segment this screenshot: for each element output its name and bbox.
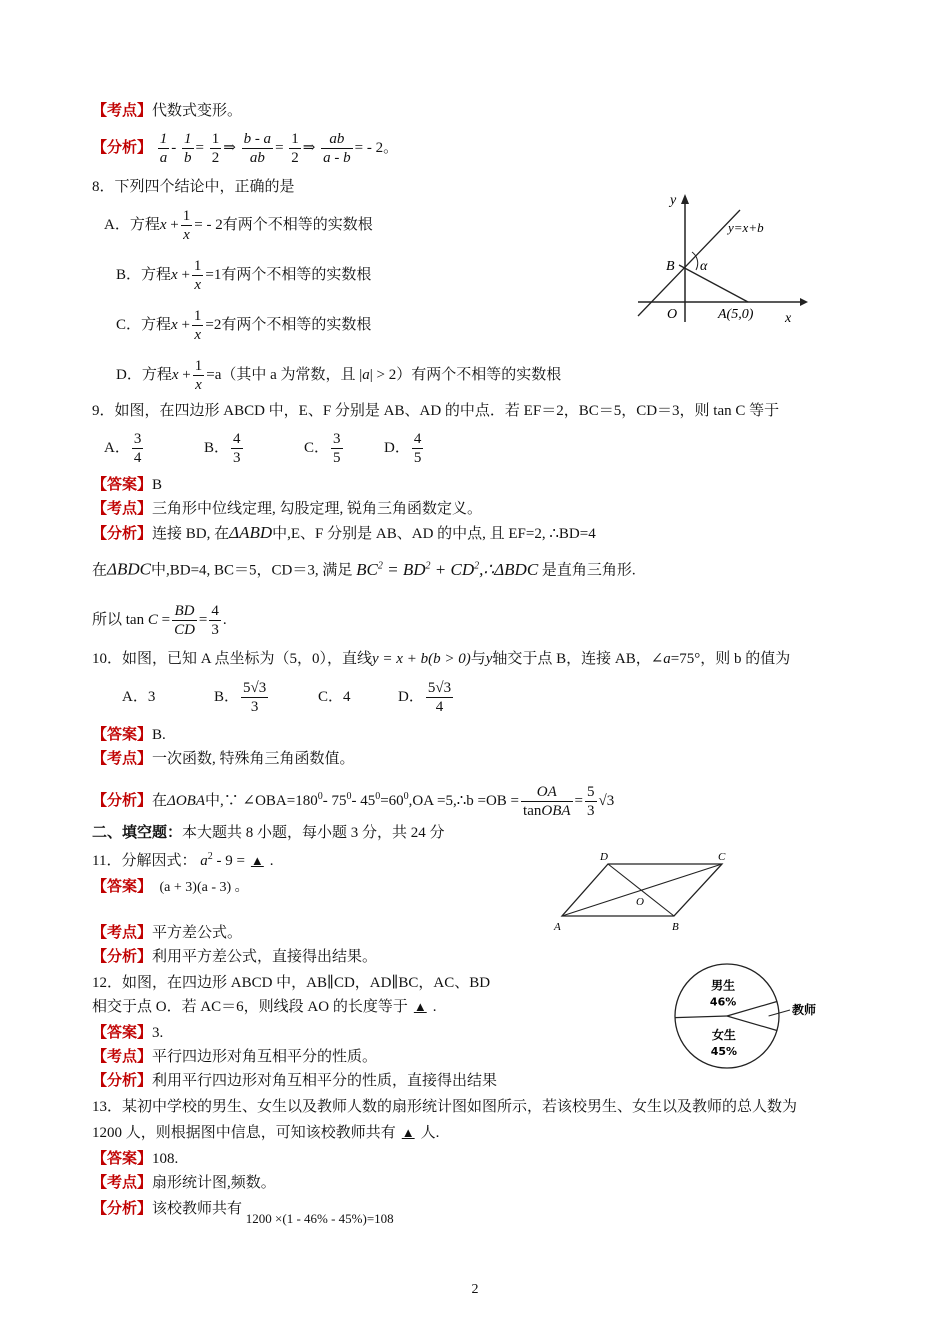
q9-stem: 9．如图，在四边形 ABCD 中，E、F 分别是 AB、AD 的中点．若 EF＝2，BC＝5，CD＝3，则 tan C 等于 [92, 403, 780, 419]
q10-option-b: B． $\frac{5√3}{3}$ [214, 680, 267, 716]
q11-stem: 11．分解因式： $a^2 - 9$ = ▲ . [92, 851, 274, 869]
pie-label-boys: 男生 [711, 978, 736, 993]
origin-label: O [667, 307, 678, 322]
page-number: 2 [471, 1282, 479, 1297]
q10-option-d: D． $\frac{5√3}{4}$ [398, 680, 452, 716]
diagonal-bd [608, 864, 674, 916]
pie-value-boys: 46% [709, 995, 737, 1009]
pie-chart [664, 954, 834, 1078]
pie-label-girls: 女生 [711, 1027, 736, 1042]
q11-answer: 【答案】 (a + 3)(a - 3) 。 [92, 879, 249, 895]
y-label: y [670, 193, 677, 208]
section-title: 二、填空题：本大题共 8 小题，每小题 3 分，共 24 分 [92, 825, 445, 841]
q12-kaodian: 【考点】平行四边形对角互相平分的性质。 [92, 1049, 378, 1065]
q11-kaodian: 【考点】平方差公式。 [92, 925, 243, 941]
line-label: y=x+b [728, 220, 764, 235]
q12-fenxi: 【分析】利用平行四边形对角互相平分的性质，直接得出结果 [92, 1073, 498, 1089]
label-b: B [672, 921, 679, 933]
q13-answer: 【答案】108. [92, 1151, 179, 1167]
pie-label-teachers: 教师 [792, 1003, 817, 1017]
q8-option-b: B．方程x + $\frac{1}{x}$ =1有两个不相等的实数根 [116, 258, 372, 294]
line-y-eq-x-plus-b [638, 210, 740, 316]
q12-stem1: 12．如图，在四边形 ABCD 中，AB∥CD，AD∥BC，AC、BD [92, 975, 491, 991]
pie-boundary-boys-girls [675, 1016, 727, 1018]
x-label: x [785, 311, 792, 326]
q10-fenxi: 【分析】在ΔOBA中,∵ $\angle OBA=180^0-$ $75^0-$ $45^0=60^0,OA$ =5,∴b =OB = $\frac{OA}{\text{tanOBA}}$ = $\frac{5}{3}$ √3 [92, 784, 615, 820]
q8-stem: 8．下列四个结论中，正确的是 [92, 179, 295, 195]
q9-answer: 【答案】B [92, 477, 163, 493]
q8-option-c: C．方程x + $\frac{1}{x}$ =2有两个不相等的实数根 [116, 308, 372, 344]
q9-option-b: B． $\frac{4}{3}$ [204, 431, 241, 467]
q10-options [122, 676, 498, 718]
y-axis-arrow [681, 194, 689, 204]
pie-value-girls: 45% [710, 1044, 738, 1058]
label-d: D [600, 851, 608, 863]
q9-fenxi-line2: 在ΔBDC中,BD=4, BC＝5，CD＝3, 满足 $BC^2 = BD^2$ + $CD^2,\therefore\Delta BDC$ 是直角三角形. [92, 559, 636, 579]
x-axis-arrow [800, 298, 808, 306]
q9-options [104, 428, 484, 468]
q13-stem2: 1200 人，则根据图中信息，可知该校教师共有 ▲ 人. [92, 1125, 440, 1141]
q13-stem1: 13．某初中学校的男生、女生以及教师人数的扇形统计图如图所示，若该校男生、女生以及教师的总人数为 [92, 1099, 798, 1115]
point-a-label: A(5,0) [718, 307, 754, 322]
q8-option-a: A．方程x + $\frac{1}{x}$ = - 2有两个不相等的实数根 [104, 208, 373, 244]
tag-kaodian: 【考点】 [92, 103, 153, 119]
q9-option-c: C． $\frac{3}{5}$ [304, 431, 341, 467]
q7-fenxi: 【分析】 $\frac{1}{a}$ - $\frac{1}{b}$ = $\frac{1}{2}$ ⇒ $\frac{b - a}{ab}$ = $\frac{1}{2}$ ⇒ $\frac{ab}{a - b}$ = - 2。 [92, 131, 399, 167]
q10-kaodian: 【考点】一次函数, 特殊角三角函数值。 [92, 751, 355, 767]
q12-stem2: 相交于点 O．若 AC＝6，则线段 AO 的长度等于 ▲ . [92, 999, 437, 1015]
q13-kaodian: 【考点】扇形统计图,频数。 [92, 1175, 276, 1191]
q9-kaodian: 【考点】三角形中位线定理, 勾股定理, 锐角三角函数定义。 [92, 501, 483, 517]
q9-option-a: A． $\frac{3}{4}$ [104, 431, 142, 467]
q10-option-a: A．3 [122, 689, 156, 705]
segment-ab [679, 265, 748, 302]
parallelogram-figure [548, 848, 738, 938]
q9-option-d: D． $\frac{4}{5}$ [384, 431, 422, 467]
q10-answer: 【答案】B. [92, 727, 166, 743]
alpha-label: α [700, 259, 708, 274]
q11-fenxi: 【分析】利用平方差公式，直接得出结果。 [92, 949, 378, 965]
tag-fenxi: 【分析】 [92, 140, 153, 156]
q13-fenxi: 【分析】该校教师共有 1200 ×(1 - 46% - 45%)=108 [92, 1201, 394, 1226]
q9-fenxi: 【分析】连接 BD, 在ΔABD中,E、F 分别是 AB、AD 的中点, 且 EF=2, ∴BD=4 [92, 523, 596, 542]
q8-option-d: D．方程x + $\frac{1}{x}$ =a（其中 a 为常数，且 |a| > 2）有两个不相等的实数根 [116, 358, 562, 394]
q12-answer: 【答案】3. [92, 1025, 164, 1041]
q10-stem: 10．如图，已知 A 点坐标为（5，0），直线y = x + b(b > 0)与y轴交于点 B，连接 AB，∠a=75°，则 b 的值为 [92, 651, 791, 667]
label-o: O [636, 896, 644, 908]
q9-fenxi-line3: 所以 tan C = $\frac{BD}{CD}$ = $\frac{4}{3}$ . [92, 603, 227, 639]
q7-kaodian: 【考点】代数式变形。 [92, 103, 243, 119]
point-b-label: B [666, 259, 675, 274]
label-a: A [554, 921, 561, 933]
coordinate-figure [630, 190, 810, 330]
label-c: C [718, 851, 726, 863]
q10-option-c: C．4 [318, 689, 351, 705]
